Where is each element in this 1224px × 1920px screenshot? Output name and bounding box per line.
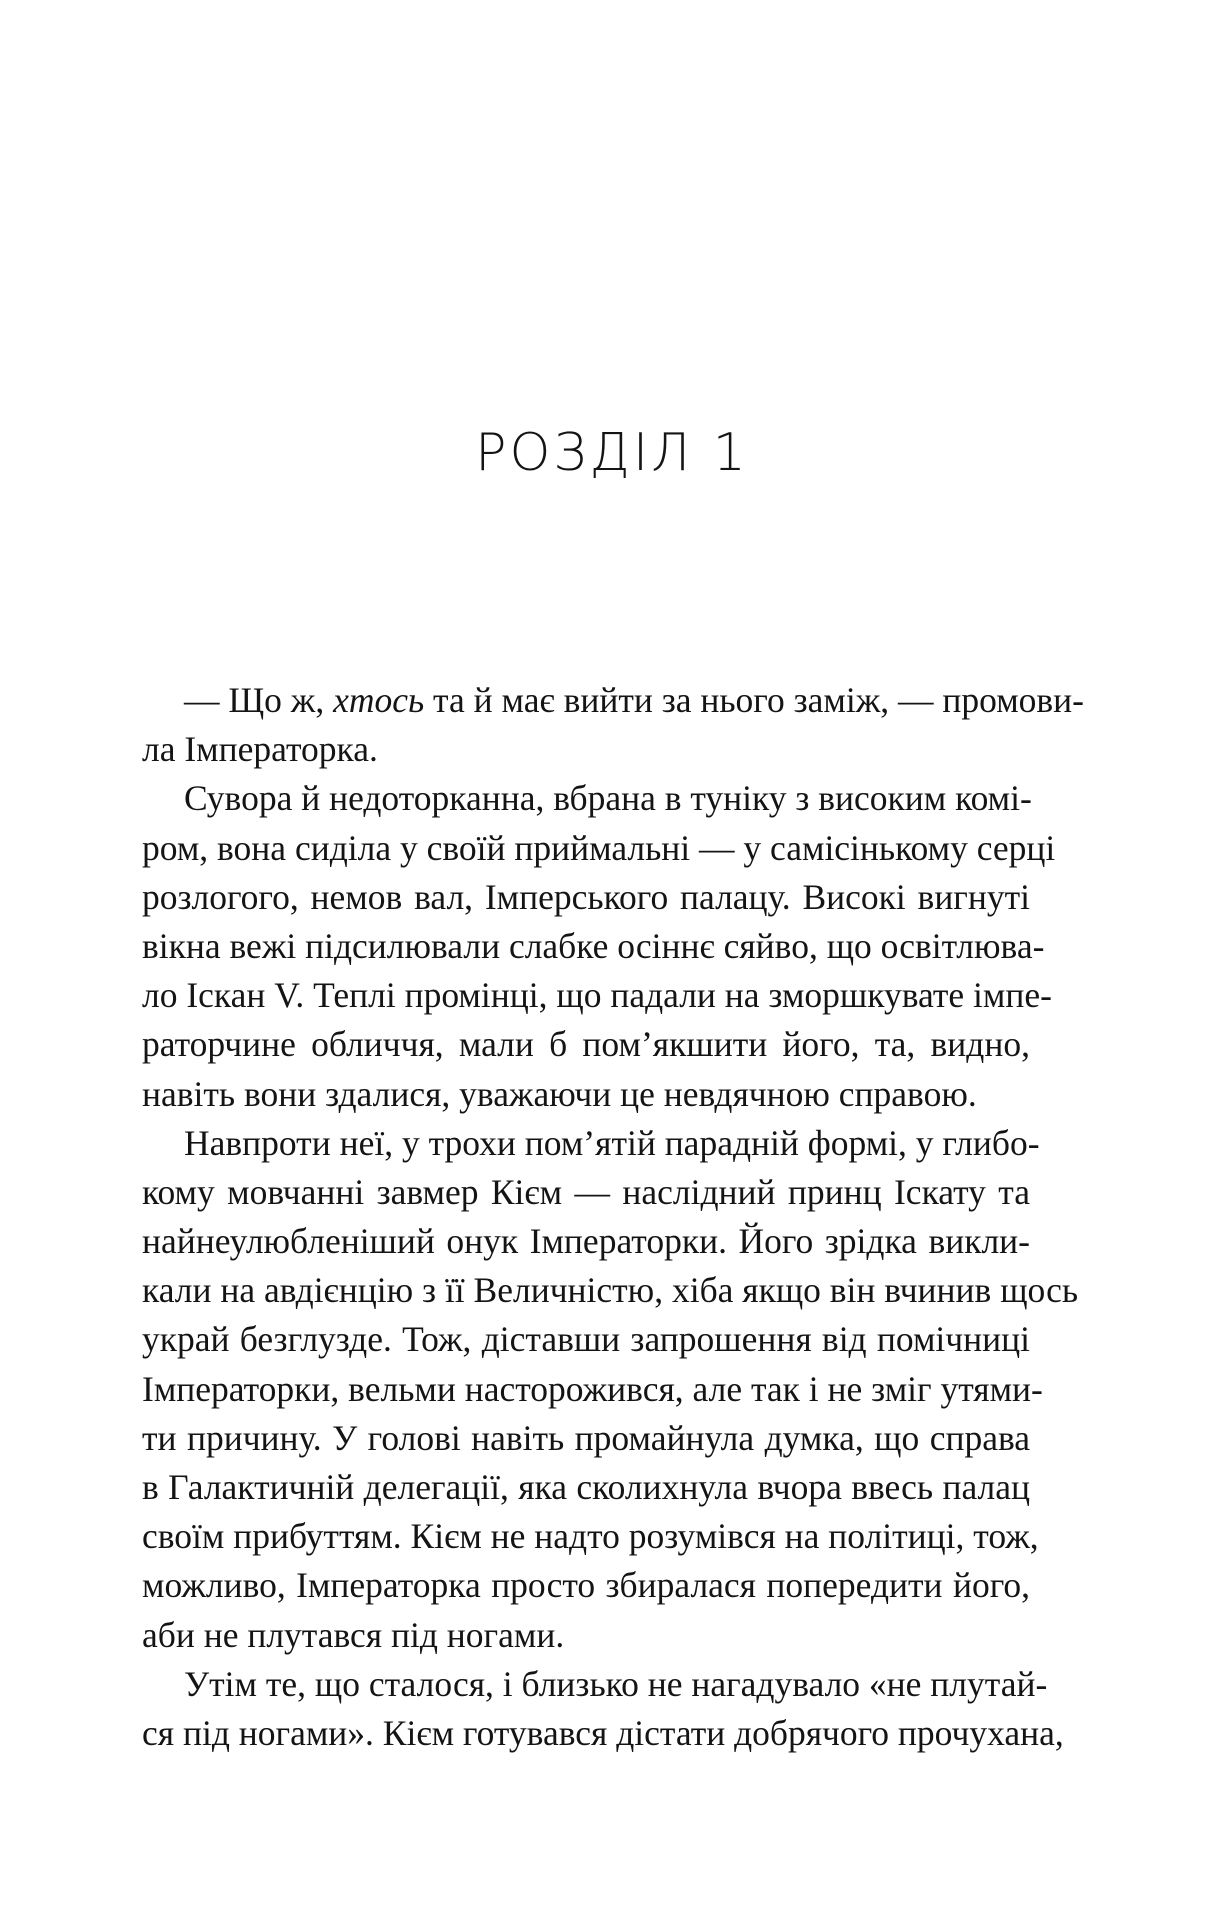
text-line: — Що ж, хтось та й має вийти за нього заміж, — промови- (184, 680, 1084, 720)
text-line: вікна вежі підсилювали слабке осіннє сяйво, що освітлюва- (142, 925, 1045, 966)
emphasis: хтось (333, 680, 425, 720)
text-line: кому мовчанні завмер Кієм — наслідний принц Іскату та (142, 1171, 1030, 1212)
text-line: в Галактичній делегації, яка сколихнула вчора ввесь палац (142, 1467, 1030, 1507)
text-line: украй безглузде. Тож, діставши запрошення від помічниці (142, 1319, 1030, 1360)
text-line: ла Імператорка. (142, 729, 378, 770)
body-text (142, 676, 1084, 1758)
text-line: Утім те, що сталося, і близько не нагадувало «не плутай- (184, 1663, 1048, 1704)
text-line: Сувора й недоторканна, вбрана в туніку з високим комі- (184, 778, 1032, 819)
text-line: Навпроти неї, у трохи пом’ятій парадній формі, у глибо- (184, 1122, 1040, 1163)
paragraph (142, 1119, 1079, 1660)
text-line: можливо, Імператорка просто збиралася попередити його, (142, 1565, 1030, 1606)
text-line: ло Іскан V. Теплі промінці, що падали на зморшкувате імпе- (142, 975, 1052, 1016)
text-line: розлогого, немов вал, Імперського палацу. Високі вигнуті (142, 876, 1030, 917)
paragraph (142, 1660, 1064, 1758)
text-line: ти причину. У голові навіть промайнула думка, що справа (142, 1417, 1030, 1458)
text-line: своїм прибуттям. Кієм не надто розумівся на політиці, тож, (142, 1516, 1039, 1557)
text-line: аби не плутався під ногами. (142, 1614, 565, 1655)
paragraph (142, 774, 1056, 1118)
text-line: ром, вона сиділа у своїй приймальні — у самісінькому серці (142, 827, 1056, 868)
chapter-title: РОЗДІЛ 1 (475, 423, 749, 483)
text-line: ся під ногами». Кієм готувався дістати добрячого прочухана, (142, 1712, 1064, 1753)
text-line: найнеулюбленіший онук Імператорки. Його зрідка викли- (142, 1221, 1030, 1262)
paragraph (142, 676, 1084, 774)
text-line: Імператорки, вельми насторожився, але так і не зміг утями- (142, 1368, 1043, 1409)
text-line: кали на авдієнцію з її Величністю, хіба якщо він вчинив щось (142, 1270, 1079, 1311)
text-line: раторчине обличчя, мали б пом’якшити його, та, видно, (142, 1024, 1030, 1065)
text-line: навіть вони здалися, уважаючи це невдячною справою. (142, 1073, 977, 1114)
